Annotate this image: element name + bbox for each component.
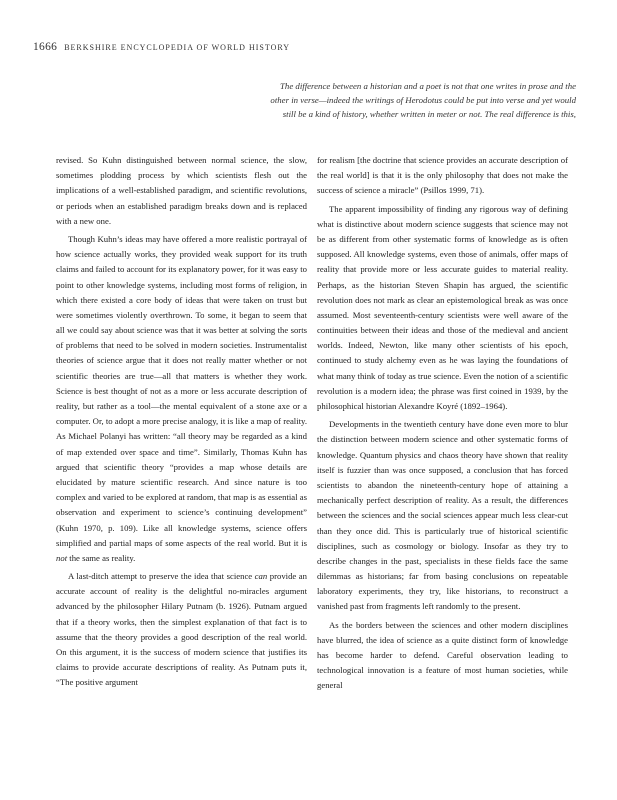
running-head: BERKSHIRE ENCYCLOPEDIA OF WORLD HISTORY — [64, 43, 291, 52]
epigraph-quote — [140, 80, 576, 121]
body-paragraph: The apparent impossibility of finding any rigorous way of defining what is distinctive about modern science suggests that science may not be as different from other systematic forms of knowledge as is often supposed. All knowledge systems, even those of animals, offer maps of reality that provide more or less accurate guides to material reality. Perhaps, as the historian Steven Shapin has argued, the scientific revolution does not mark as clear an epistemological break as was once assumed. Most seventeenth-century scientists were well aware of the continuities between their ideas and those of the medieval and ancient worlds. Indeed, Newton, like many other scientists of his epoch, continued to study alchemy even as he was laying the foundations of what many think of today as true science. Even the notion of a scientific revolution is a modern idea; the phrase was first coined in 1939, by the philosophical historian Alexandre Koyré (1892–1964). — [317, 203, 568, 411]
paragraph-text: A last-ditch attempt to preserve the idea that science — [68, 571, 255, 582]
body-paragraph: for realism [the doctrine that science provides an accurate description of the real world] is that it is the only philosophy that does not make the success of science a miracle” (Psillos 1999, 71). — [317, 155, 568, 196]
body-paragraph: As the borders between the sciences and other modern disciplines have blurred, the idea of science as a quite distinct form of knowledge has become harder to defend. Careful observation leading to technological innovation is a feature of most human societies, while general — [317, 619, 568, 691]
page-header — [33, 37, 290, 55]
paragraph-text: Though Kuhn’s ideas may have offered a more realistic portrayal of how science actually works, they provided weak support for its truth claims and failed to account for its explanatory power, for it was easy to point to other knowledge systems, including most forms of religion, in which there existed a core body of ideas that were taken on trust but were sometimes violently overthrown. To some, it began to seem that all we could say about science was that it was better at solving the sorts of problems that need to be solved in modern societies. Instrumentalist theories of science argue that it does not really matter whether or not scientific theories are true—all that matters is whether they work. Science is best thought of not as a more or less accurate description of reality, but rather as a tool—the mental equivalent of a stone axe or a computer. Or, to adopt a more precise analogy, it is like a map of reality. As Michael Polanyi has written: “all theory may be regarded as a kind of map extended over space and time”. Similarly, Thomas Kuhn has argued that scientific theory “provides a map whose details are elucidated by mature scientific research. And since nature is too complex and varied to be explored at random, that map is as essential as observation and experiment to science’s continuing development” (Kuhn 1970, p. 109). Like all knowledge systems, science offers simplified and partial maps of some aspects of the real world. But it is — [56, 233, 307, 548]
emphasis-text: can — [254, 571, 268, 582]
body-paragraph — [56, 232, 307, 566]
epigraph-line: other in verse—indeed the writings of Herodotus could be put into verse and yet would — [270, 94, 576, 105]
paragraph-text: provide an accurate account of reality is the delightful no-miracles argument advanced by the philosopher Hilary Putnam (b. 1926). Putnam argued that if a theory works, then the simplest explanation of that fact is to assume that the theory provides a good description of the real world. On this argument, it is the success of modern science that justifies its claims to provide accurate descriptions of reality. As Putnam puts it, “The positive argument — [56, 571, 307, 688]
right-column — [317, 153, 568, 697]
paragraph-text: the same as reality. — [67, 552, 136, 563]
body-paragraph: revised. So Kuhn distinguished between normal science, the slow, sometimes plodding process by which scientists flesh out the implications of a well-established paradigm, and scientific revolutions, or periods when an established paradigm breaks down and is replaced with a new one. — [56, 155, 307, 226]
emphasis-text: not — [56, 552, 68, 563]
body-paragraph: Developments in the twentieth century have done even more to blur the distinction between modern science and other systematic forms of knowledge. Quantum physics and chaos theory have shown that reality itself is fuzzier than was once supposed, a conclusion that has forced scientists to abandon the nineteenth-century hope of attaining a mechanically perfect description of reality. As a result, the differences between the sciences and the social sciences appear much less clear-cut than they once did. This is particularly true of historical scientific disciplines, such as cosmology or biology. Insofar as they try to describe changes in the past, specialists in these fields face the same dilemmas as historians; far from basing conclusions on repeatable laboratory experiments, they try, like historians, to reconstruct a vanished past from fragments left randomly to the present. — [317, 419, 568, 612]
left-column — [56, 153, 307, 694]
page-number: 1666 — [33, 41, 58, 53]
epigraph-line: still be a kind of history, whether written in meter or not. The real difference is this, — [282, 108, 576, 119]
body-paragraph — [56, 569, 307, 691]
epigraph-line: The difference between a historian and a poet is not that one writes in prose and the — [280, 81, 576, 91]
